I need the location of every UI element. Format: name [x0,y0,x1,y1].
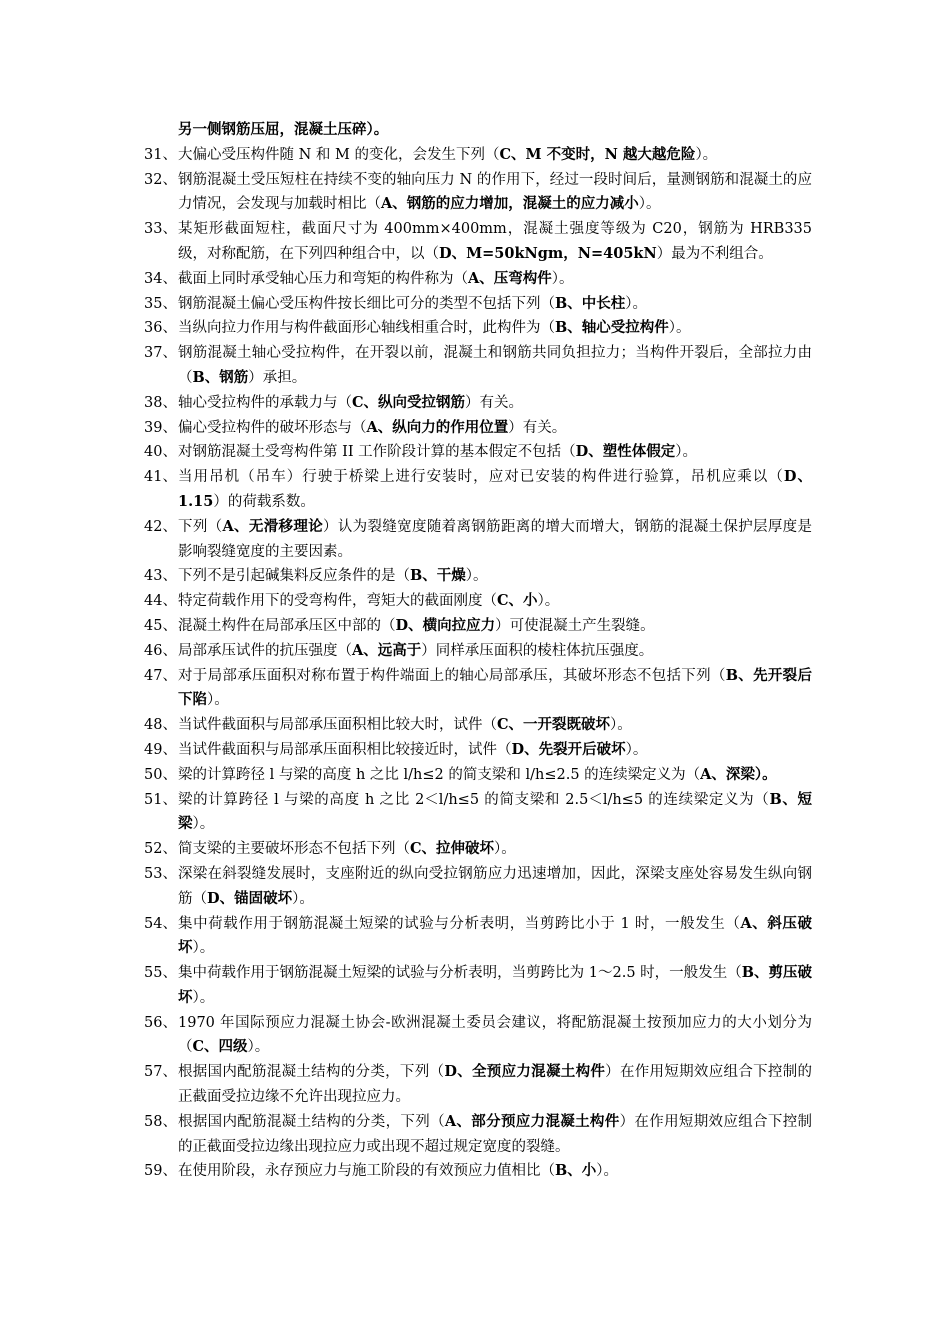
question-text: 当纵向拉力作用与构件截面形心轴线相重合时，此构件为（ [178,320,555,337]
answer-text: C、M 不变时，N 越大越危险 [499,145,696,163]
question-suffix: ）。 [610,717,632,734]
question-text: 特定荷载作用下的受弯构件，弯矩大的截面刚度（ [178,593,497,610]
question-suffix: ）。 [192,989,215,1006]
question-number: 40、 [144,444,177,461]
question-number: 57、 [144,1064,177,1081]
question-text: 钢筋混凝土偏心受压构件按长细比可分的类型不包括下列（ [178,295,555,312]
question-text: 钢筋混凝土轴心受拉构件，在开裂以前，混凝土和钢筋共同负担拉力；当构件开裂后，全部拉力由（ [178,345,812,386]
answer-text: A、压弯构件 [468,269,552,287]
question-suffix: ）认为裂缝宽度随着离钢筋距离的增大而增大，钢筋的混凝土保护层厚度是影响裂缝宽度的主要因素。 [178,518,813,560]
question-number: 51、 [144,791,177,808]
answer-text: A、深梁）。 [700,765,777,783]
question-number: 31、 [144,146,177,163]
answer-text: A、远高于 [352,641,422,659]
question-number: 33、 [144,221,177,238]
question-number: 32、 [144,171,177,188]
continuation-text: 另一侧钢筋压屈，混凝土压碎）。 [178,121,389,138]
question-item [144,465,812,515]
question-item [144,1011,812,1061]
answer-text: D、塑性体假定 [575,443,676,461]
question-suffix: ）的荷载系数。 [213,493,315,510]
question-item [144,614,812,639]
answer-text: B、轴心受拉构件 [555,319,669,337]
question-text: 下列（ [178,518,223,535]
question-text: 根据国内配筋混凝土结构的分类，下列（ [178,1113,445,1130]
answer-text: B、干燥 [410,567,466,585]
answer-text: B、钢筋 [192,368,249,386]
question-text: 对钢筋混凝土受弯构件第 II 工作阶段计算的基本假定不包括（ [178,444,576,461]
question-text: 当试件截面积与局部承压面积相比较大时，试件（ [178,717,497,734]
answer-text: A、纵向力的作用位置 [366,418,509,436]
question-suffix: ）。 [675,444,697,461]
answer-text: A、斜压破坏 [178,914,813,957]
question-item [144,515,812,565]
question-item [144,341,812,391]
question-suffix: ）。 [247,1039,270,1056]
document-page [144,118,812,1184]
question-item [144,168,812,218]
answer-text: B、剪压破坏 [178,964,812,1006]
question-item [144,391,812,416]
question-text: 简支梁的主要破坏形态不包括下列（ [178,841,410,858]
question-number: 41、 [144,469,177,486]
question-suffix: ）。 [292,890,314,907]
question-item [144,1060,812,1110]
question-text: 下列不是引起碱集料反应条件的是（ [178,568,410,585]
question-list [144,143,812,1184]
question-suffix: ）。 [537,593,560,610]
answer-text: B、短梁 [178,790,812,833]
question-item [144,961,812,1011]
answer-text: D、1.15 [178,468,813,510]
answer-text: B、中长柱 [555,294,626,312]
question-suffix: ）承担。 [248,369,307,386]
question-suffix: ）同样承压面积的棱柱体抗压强度。 [421,642,654,659]
question-number: 37、 [144,345,177,362]
question-text: 钢筋混凝土受压短柱在持续不变的轴向压力 N 的作用下，经过一段时间后，量测钢筋和混凝土的应力情况，会发现与加载时相比（ [178,171,812,213]
question-text: 在使用阶段，永存预应力与施工阶段的有效预应力值相比（ [178,1163,555,1180]
question-item [144,1110,812,1160]
question-suffix: ）。 [192,940,215,957]
answer-text: A、无滑移理论 [222,517,324,535]
question-suffix: ）。 [625,295,648,312]
question-suffix: ）在作用短期效应组合下控制的正截面受拉边缘出现拉应力或出现不超过规定宽度的裂缝。 [178,1113,813,1155]
question-text: 集中荷载作用于钢筋混凝土短梁的试验与分析表明，当剪跨比为 1～2.5 时，一般发生（ [178,965,742,982]
question-text: 梁的计算跨径 l 与梁的高度 h 之比 2＜l/h≤5 的简支梁和 2.5＜l/h≤5 的连续梁定义为（ [178,791,770,808]
question-text: 当用吊机（吊车）行驶于桥梁上进行安装时，应对已安装的构件进行验算，吊机应乘以（ [178,469,784,486]
question-item [144,738,812,763]
question-item [144,440,812,465]
question-suffix: ）可使混凝土产生裂缝。 [495,617,655,634]
question-item [144,416,812,441]
question-suffix: ）。 [494,841,516,858]
question-item [144,217,812,267]
answer-text: D、M=50kNgm，N=405kN [439,244,657,262]
question-text: 1970 年国际预应力混凝土协会-欧洲混凝土委员会建议，将配筋混凝土按预加应力的大小划分为（ [178,1014,812,1056]
continuation-line [144,118,812,143]
question-item [144,912,812,962]
answer-text: D、全预应力混凝土构件 [444,1063,606,1081]
question-item [144,763,812,788]
question-text: 局部承压试件的抗压强度（ [178,642,352,659]
question-number: 52、 [144,841,177,858]
question-text: 大偏心受压构件随 N 和 M 的变化，会发生下列（ [178,146,500,163]
answer-text: D、锚固破坏 [207,889,293,907]
question-text: 根据国内配筋混凝土结构的分类，下列（ [178,1064,445,1081]
question-number: 38、 [144,394,177,411]
question-suffix: ）。 [625,741,648,758]
question-item [144,639,812,664]
question-number: 55、 [144,965,177,982]
answer-text: C、小 [497,592,538,610]
answer-text: A、部分预应力混凝土构件 [444,1112,620,1130]
question-suffix: ）。 [668,320,691,337]
answer-text: B、小 [555,1162,597,1180]
question-number: 53、 [144,865,177,882]
question-number: 58、 [144,1113,177,1130]
question-text: 当试件截面积与局部承压面积相比较接近时，试件（ [178,741,512,758]
question-suffix: ）。 [465,568,488,585]
question-item [144,267,812,292]
question-text: 偏心受拉构件的破坏形态与（ [178,419,367,436]
question-number: 56、 [144,1014,177,1031]
question-number: 48、 [144,717,177,734]
question-suffix: ）在作用短期效应组合下控制的正截面受拉边缘不允许出现拉应力。 [178,1064,813,1106]
question-suffix: ）有关。 [465,394,524,411]
question-item [144,292,812,317]
question-item [144,837,812,862]
question-number: 36、 [144,320,177,337]
question-number: 35、 [144,295,177,312]
answer-text: A、钢筋的应力增加，混凝土的应力减小 [381,195,639,213]
question-number: 50、 [144,766,177,783]
question-text: 集中荷载作用于钢筋混凝土短梁的试验与分析表明，当剪跨比小于 1 时，一般发生（ [178,915,741,932]
question-item [144,788,812,838]
answer-text: B、先开裂后下陷 [178,666,812,709]
question-number: 44、 [144,593,177,610]
question-number: 47、 [144,667,177,684]
answer-text: D、先裂开后破坏 [511,740,626,758]
question-number: 45、 [144,617,177,634]
question-suffix: ）。 [192,816,215,833]
question-suffix: ）。 [596,1163,619,1180]
question-item [144,1159,812,1184]
question-item [144,143,812,168]
question-number: 54、 [144,915,177,932]
answer-text: D、横向拉应力 [395,616,496,634]
question-text: 深梁在斜裂缝发展时，支座附近的纵向受拉钢筋应力迅速增加，因此，深梁支座处容易发生纵向钢筋（ [178,865,812,907]
question-suffix: ）有关。 [508,419,567,436]
question-number: 46、 [144,642,177,659]
question-suffix: ）。 [695,146,718,163]
question-number: 43、 [144,568,177,585]
question-number: 42、 [144,518,177,535]
question-item [144,589,812,614]
question-item [144,862,812,912]
question-text: 对于局部承压面积对称布置于构件端面上的轴心局部承压，其破坏形态不包括下列（ [178,667,726,684]
question-text: 轴心受拉构件的承载力与（ [178,394,352,411]
question-suffix: ）最为不利组合。 [656,245,773,262]
question-number: 34、 [144,270,177,287]
question-text: 梁的计算跨径 l 与梁的高度 h 之比 l/h≤2 的简支梁和 l/h≤2.5 的连续梁定义为（ [178,766,701,783]
question-text: 截面上同时承受轴心压力和弯矩的构件称为（ [178,270,468,287]
question-suffix: ）。 [207,692,229,709]
question-item [144,713,812,738]
answer-text: C、一开裂既破坏 [497,716,611,734]
answer-text: C、四级 [192,1038,248,1056]
question-number: 59、 [144,1163,177,1180]
answer-text: C、纵向受拉钢筋 [352,393,466,411]
answer-text: C、拉伸破坏 [410,840,495,858]
question-suffix: ）。 [551,270,574,287]
question-number: 39、 [144,419,177,436]
question-suffix: ）。 [638,196,661,213]
question-item [144,564,812,589]
question-text: 某矩形截面短柱，截面尺寸为 400mm×400mm，混凝土强度等级为 C20，钢筋为 HRB335 级，对称配筋，在下列四种组合中，以（ [178,221,812,262]
question-item [144,664,812,714]
question-number: 49、 [144,741,177,758]
question-item [144,316,812,341]
question-text: 混凝土构件在局部承压区中部的（ [178,617,396,634]
